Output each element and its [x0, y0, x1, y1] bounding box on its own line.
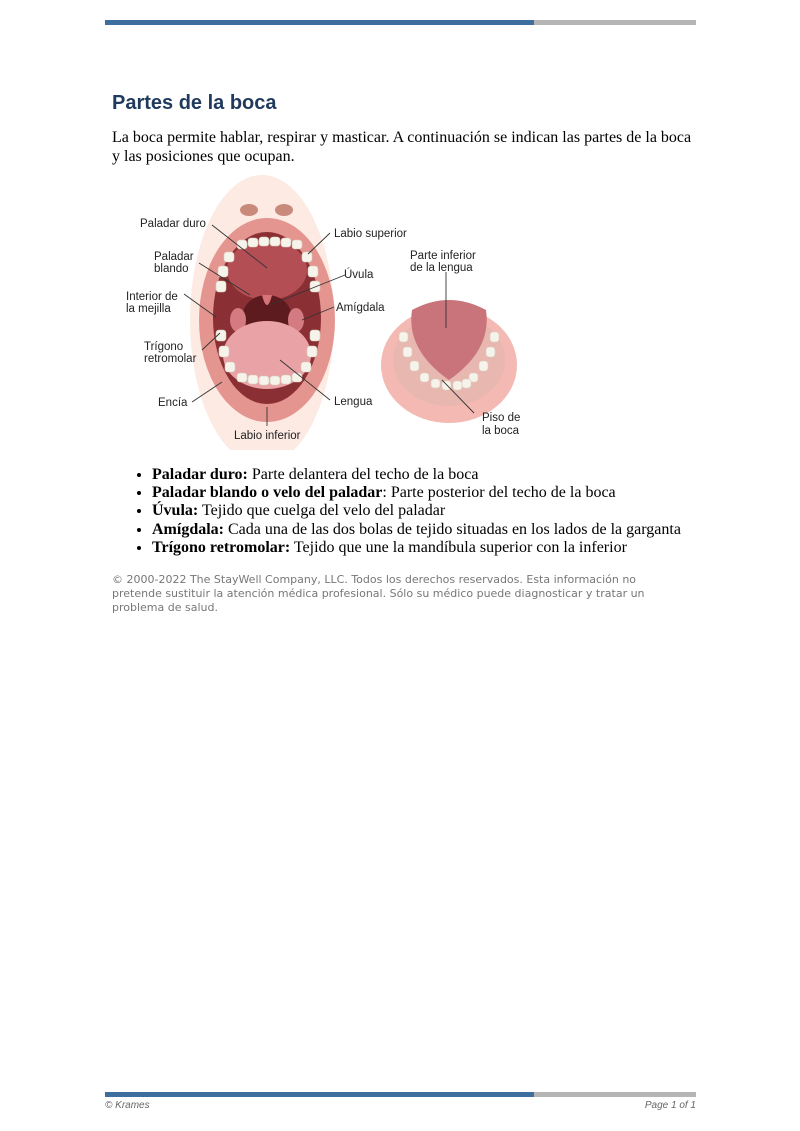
copyright-notice: © 2000-2022 The StayWell Company, LLC. Todos los derechos reservados. Esta información no pretende sustituir la atención médica profesional. Sólo su médico puede diagnosticar y tratar un problema de salud. [112, 573, 645, 614]
label-lengua: Lengua [334, 396, 373, 408]
list-item [152, 539, 742, 557]
page-title: Partes de la boca [112, 92, 277, 114]
nostril-left [240, 204, 258, 216]
label-parte-inferior-1: Parte inferior [410, 250, 476, 262]
term-definition: Tejido que cuelga del velo del paladar [198, 502, 446, 520]
intro-paragraph: La boca permite hablar, respirar y masticar. A continuación se indican las partes de la boca y las posiciones que ocupan. [112, 129, 692, 165]
footer-progress-fill [105, 1092, 534, 1097]
label-trigono-1: Trígono [144, 341, 184, 353]
list-item [152, 521, 742, 539]
nostril-right [275, 204, 293, 216]
term-name: Paladar blando o velo del paladar [152, 484, 383, 502]
label-trigono-2: retromolar [144, 353, 197, 365]
label-paladar-blando-1: Paladar [154, 251, 194, 263]
term-definition: : Parte posterior del techo de la boca [382, 484, 616, 502]
list-item [152, 484, 742, 502]
label-interior-mejilla-2: la mejilla [126, 303, 171, 315]
list-item [152, 502, 742, 520]
label-labio-superior: Labio superior [334, 228, 407, 240]
terms-list [112, 466, 742, 557]
footer-progress-bar [105, 1092, 696, 1097]
footer-brand: © Krames [105, 1100, 150, 1111]
mouth-illustration [112, 170, 532, 450]
list-item [152, 466, 742, 484]
term-name: Amígdala: [152, 520, 224, 538]
label-amigdala: Amígdala [336, 302, 385, 314]
label-labio-inferior: Labio inferior [234, 430, 301, 442]
mouth-diagram [112, 170, 532, 450]
label-piso-2: la boca [482, 425, 520, 437]
term-name: Úvula: [152, 502, 199, 520]
term-definition: Cada una de las dos bolas de tejido situadas en los lados de la garganta [224, 520, 681, 538]
label-piso-1: Piso de [482, 412, 521, 424]
label-paladar-blando-2: blando [154, 263, 189, 275]
label-paladar-duro: Paladar duro [140, 218, 206, 230]
label-interior-mejilla-1: Interior de [126, 291, 178, 303]
label-encia: Encía [158, 397, 188, 409]
term-name: Trígono retromolar: [152, 538, 291, 556]
label-uvula: Úvula [344, 269, 374, 281]
term-definition: Parte delantera del techo de la boca [247, 466, 479, 483]
header-progress-bar [105, 20, 696, 25]
header-progress-fill [105, 20, 534, 25]
label-parte-inferior-2: de la lengua [410, 262, 473, 274]
term-definition: Tejido que une la mandíbula superior con la inferior [290, 538, 627, 556]
term-name: Paladar duro: [152, 466, 248, 483]
page-number: Page 1 of 1 [644, 1100, 696, 1111]
